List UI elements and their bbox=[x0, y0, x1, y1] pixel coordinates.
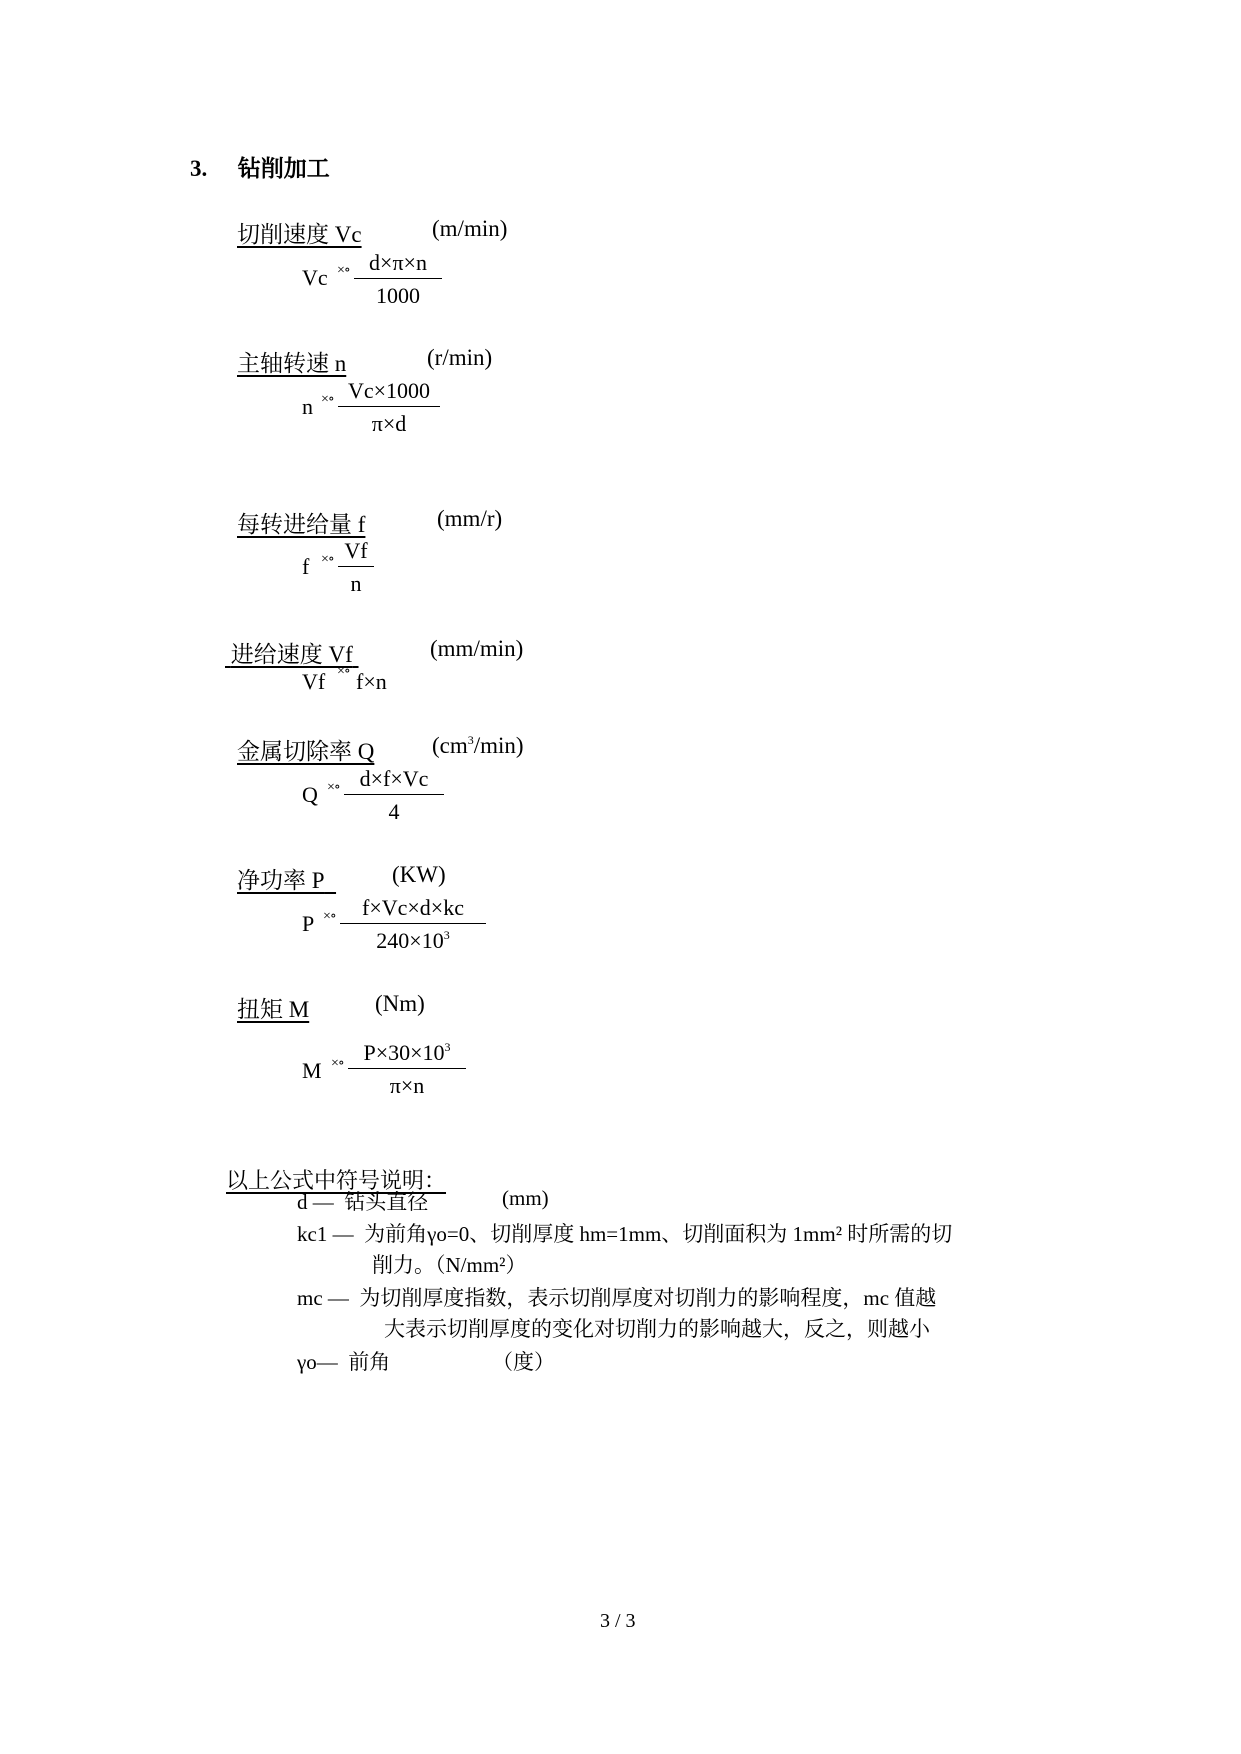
denominator: $240\times 10^3$ bbox=[376, 928, 450, 953]
numerator: d×f×Vc bbox=[344, 766, 444, 795]
formula-fraction-feed-per-rev bbox=[338, 538, 374, 597]
formula-lhs-spindle-speed: n bbox=[302, 394, 313, 419]
notes-title: 以上公式中符号说明： bbox=[226, 1168, 447, 1193]
formula-unit-feed-per-rev: (mm/r) bbox=[437, 506, 503, 531]
note-item-rake-angle-unit: （度） bbox=[492, 1350, 555, 1374]
denominator: 4 bbox=[388, 799, 400, 824]
formula-lhs-feed-per-rev: f bbox=[302, 554, 310, 579]
formula-fraction-removal-rate bbox=[344, 766, 444, 825]
denominator: 1000 bbox=[376, 283, 420, 308]
formula-lhs-feed-rate: Vf bbox=[302, 669, 326, 694]
formula-label-cutting-speed: 切削速度 Vc bbox=[237, 222, 362, 247]
equals-sign: ×∘ bbox=[321, 552, 334, 567]
note-item-d-unit: (mm) bbox=[502, 1186, 549, 1210]
numerator: Vc×1000 bbox=[338, 378, 440, 407]
numerator: d×π×n bbox=[354, 250, 442, 279]
page-number: 3 / 3 bbox=[600, 1610, 636, 1632]
numerator: Vf bbox=[338, 538, 374, 567]
note-item-kc1: kc1 — 为前角γo=0、切削厚度 hm=1mm、切削面积为 1mm² 时所需的切 bbox=[297, 1222, 953, 1246]
formula-unit-cutting-speed: (m/min) bbox=[432, 216, 508, 241]
section-heading: 钻削加工 bbox=[237, 156, 330, 181]
formula-label-feed-rate: 进给速度 Vf bbox=[230, 642, 353, 667]
formula-unit-torque: (Nm) bbox=[375, 991, 425, 1016]
formula-fraction-torque bbox=[348, 1040, 466, 1099]
formula-label-feed-per-rev: 每转进给量 f bbox=[237, 512, 366, 537]
formula-lhs-net-power: P bbox=[302, 911, 315, 936]
formula-lhs-removal-rate: Q bbox=[302, 782, 318, 807]
numerator: f×Vc×d×kc bbox=[340, 895, 486, 924]
section-number: 3. bbox=[190, 156, 208, 181]
formula-unit-feed-rate: (mm/min) bbox=[430, 636, 524, 661]
formula-label-removal-rate: 金属切除率 Q bbox=[237, 739, 375, 764]
formula-fraction-net-power bbox=[340, 895, 486, 954]
note-item-mc-continued: 大表示切削厚度的变化对切削力的影响越大，反之，则越小 bbox=[384, 1317, 930, 1341]
denominator: π×n bbox=[389, 1073, 425, 1098]
formula-lhs-cutting-speed: Vc bbox=[302, 265, 328, 290]
equals-sign: ×∘ bbox=[337, 263, 350, 278]
note-item-rake-angle: γo— 前角 bbox=[297, 1350, 391, 1374]
formula-unit-spindle-speed: (r/min) bbox=[427, 345, 493, 370]
note-item-d: d — 钻头直径 bbox=[297, 1190, 429, 1214]
equals-sign: ×∘ bbox=[327, 780, 340, 795]
formula-lhs-torque: M bbox=[302, 1058, 322, 1083]
formula-label-torque: 扭矩 M bbox=[237, 997, 310, 1022]
formula-label-spindle-speed: 主轴转速 n bbox=[237, 351, 347, 376]
denominator: n bbox=[350, 571, 362, 596]
formula-fraction-spindle-speed bbox=[338, 378, 440, 437]
denominator: π×d bbox=[371, 411, 407, 436]
equals-sign: ×∘ bbox=[321, 392, 334, 407]
formula-fraction-cutting-speed bbox=[354, 250, 442, 309]
formula-rhs-feed-rate: f×n bbox=[356, 669, 387, 694]
section-title bbox=[190, 150, 330, 183]
equals-sign: ×∘ bbox=[323, 909, 336, 924]
numerator: $P\times 30\times 10^3$ bbox=[348, 1040, 466, 1069]
formula-label-net-power: 净功率 P bbox=[237, 868, 325, 893]
note-item-mc: mc — 为切削厚度指数，表示切削厚度对切削力的影响程度，mc 值越 bbox=[297, 1286, 937, 1310]
equals-sign: ×∘ bbox=[331, 1056, 344, 1071]
note-item-kc1-continued: 削力。（N/mm²） bbox=[372, 1253, 527, 1277]
formula-unit-removal-rate: $(cm^3/\min)$ bbox=[432, 733, 524, 758]
formula-unit-net-power: (KW) bbox=[392, 862, 446, 887]
equals-sign: ×∘ bbox=[337, 664, 350, 679]
